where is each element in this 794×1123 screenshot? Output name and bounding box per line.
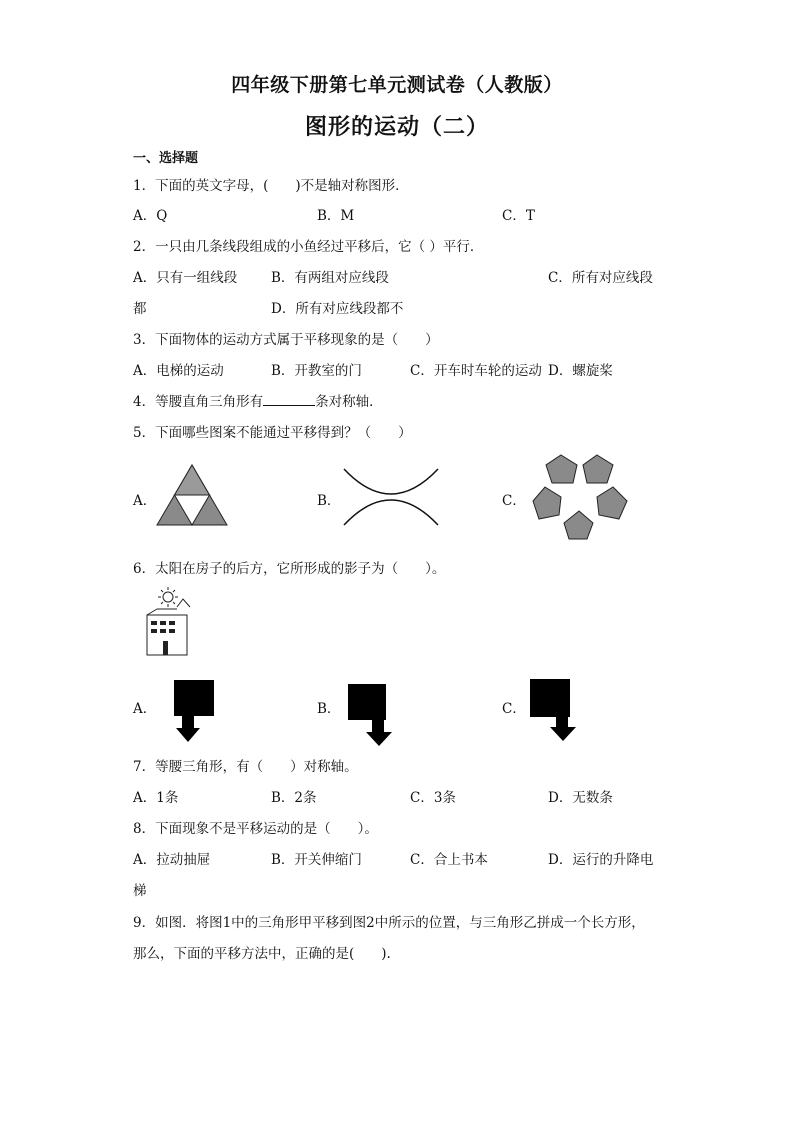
question-4-stem bbox=[133, 390, 383, 410]
paper-title: 四年级下册第七单元测试卷（人教版） bbox=[231, 74, 563, 96]
triangle-pattern-figure bbox=[155, 463, 229, 527]
question-2-stem: 2．一只由几条线段组成的小鱼经过平移后，它（ ）平行． bbox=[133, 239, 484, 255]
q3-option-c: C．开车时车轮的运动 bbox=[410, 363, 542, 379]
q7-option-a: A．1条 bbox=[133, 790, 179, 806]
question-1-stem: 1．下面的英文字母，( )不是轴对称图形． bbox=[133, 178, 409, 194]
q6-option-a: A． bbox=[133, 701, 157, 717]
pentagon-ring-figure bbox=[531, 453, 629, 541]
question-6-stem: 6．太阳在房子的后方，它所形成的影子为（ ）。 bbox=[133, 561, 446, 577]
q2-option-c-wrap: 都 bbox=[133, 301, 147, 317]
q2-option-d: D．所有对应线段都不 bbox=[271, 301, 404, 317]
q1-option-b: B．M bbox=[317, 208, 355, 224]
shadow-figure-c bbox=[530, 679, 578, 743]
q7-option-b: B．2条 bbox=[271, 790, 317, 806]
q5-option-c: C． bbox=[502, 493, 526, 509]
q6-option-c: C． bbox=[502, 701, 526, 717]
question-9-stem-line2: 那么，下面的平移方法中，正确的是( ). bbox=[133, 946, 391, 962]
shadow-figure-b bbox=[348, 684, 396, 748]
q7-option-c: C．3条 bbox=[410, 790, 456, 806]
shadow-figure-a bbox=[172, 680, 216, 744]
q2-option-c: C．所有对应线段 bbox=[548, 270, 653, 286]
question-8-stem: 8．下面现象不是平移运动的是（ ）。 bbox=[133, 821, 378, 837]
q8-option-b: B．开关伸缩门 bbox=[271, 852, 362, 868]
question-4-text-after: 条对称轴． bbox=[315, 394, 383, 410]
q3-option-a: A．电梯的运动 bbox=[133, 363, 224, 379]
q3-option-d: D．螺旋桨 bbox=[548, 363, 613, 379]
q8-option-d: D．运行的升降电 bbox=[548, 852, 654, 868]
q5-option-a: A． bbox=[133, 493, 157, 509]
house-with-sun-figure bbox=[143, 585, 193, 657]
question-3-stem: 3．下面物体的运动方式属于平移现象的是（ ） bbox=[133, 332, 439, 348]
question-5-stem: 5．下面哪些图案不能通过平移得到？（ ） bbox=[133, 425, 412, 441]
q6-option-b: B． bbox=[317, 701, 341, 717]
q8-option-a: A．拉动抽屉 bbox=[133, 852, 211, 868]
q1-option-a: A．Q bbox=[133, 208, 168, 224]
section-heading: 一、选择题 bbox=[133, 151, 199, 166]
q5-option-b: B． bbox=[317, 493, 341, 509]
q1-option-c: C．T bbox=[502, 208, 535, 224]
answer-blank[interactable] bbox=[263, 393, 315, 406]
question-4-text-before: 4．等腰直角三角形有 bbox=[133, 394, 264, 410]
question-7-stem: 7．等腰三角形，有（ ）对称轴。 bbox=[133, 759, 358, 775]
q8-option-d-wrap: 梯 bbox=[133, 883, 147, 899]
paper-subtitle: 图形的运动（二） bbox=[304, 115, 489, 140]
q7-option-d: D．无数条 bbox=[548, 790, 613, 806]
q3-option-b: B．开教室的门 bbox=[271, 363, 362, 379]
q2-option-a: A．只有一组线段 bbox=[133, 270, 238, 286]
q2-option-b: B．有两组对应线段 bbox=[271, 270, 389, 286]
question-9-stem-line1: 9．如图．将图1中的三角形甲平移到图2中所示的位置，与三角形乙拼成一个长方形， bbox=[133, 915, 645, 931]
q8-option-c: C．合上书本 bbox=[410, 852, 488, 868]
two-arcs-figure bbox=[340, 467, 442, 527]
